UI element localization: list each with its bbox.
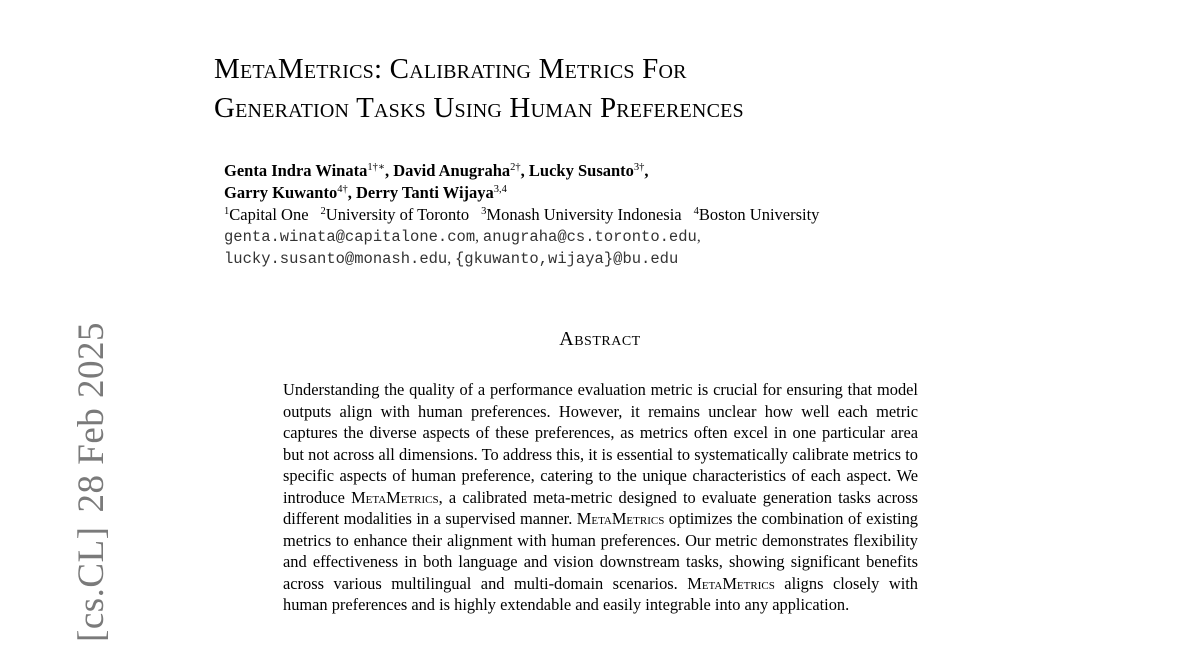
email-line-1 bbox=[224, 226, 819, 248]
affiliation-name: University of Toronto bbox=[325, 205, 470, 224]
author-separator: , bbox=[520, 161, 529, 180]
method-name: MetaMetrics bbox=[351, 487, 439, 507]
author-name: Garry Kuwanto bbox=[224, 183, 338, 202]
email-separator: , bbox=[475, 228, 483, 245]
email-address[interactable]: anugraha@cs.toronto.edu bbox=[482, 228, 697, 246]
author-separator: , bbox=[384, 161, 394, 180]
author-names-line-1 bbox=[224, 160, 819, 182]
affiliation-name: Capital One bbox=[229, 205, 309, 224]
abstract-text: aligns closely with human preferences and is highly extendable and easily integrable into any application. bbox=[283, 573, 919, 614]
author-name: Derry Tanti Wijaya bbox=[355, 183, 494, 202]
email-address-group[interactable]: {gkuwanto,wijaya} bbox=[455, 250, 614, 268]
title-line-1: MetaMetrics: Calibrating Metrics For bbox=[214, 53, 687, 85]
affiliation-number: 2 bbox=[320, 206, 326, 217]
abstract-heading: Abstract bbox=[559, 328, 641, 350]
affiliation-number: 4 bbox=[693, 206, 699, 217]
affiliations bbox=[224, 204, 819, 226]
author-name: Lucky Susanto bbox=[528, 161, 634, 180]
affiliation-number: 3 bbox=[481, 206, 487, 217]
author-marks: 3† bbox=[633, 162, 645, 173]
abstract-text: optimizes the combination of existing metrics to enhance their alignment with human preferences. Our metric demonstrates flexibility and effectiveness in both language and vision downstream tasks, showing significant benefits across various multilingual and multi-domain scenarios. bbox=[283, 509, 918, 593]
affiliation-name: Boston University bbox=[698, 205, 820, 224]
author-marks: 2† bbox=[510, 162, 521, 173]
author-marks: 4† bbox=[337, 184, 348, 195]
arxiv-category: [cs.CL] bbox=[71, 526, 112, 642]
author-block bbox=[224, 160, 819, 270]
arxiv-date: 28 Feb 2025 bbox=[71, 322, 112, 513]
author-marks: 3,4 bbox=[493, 184, 507, 195]
paper-title bbox=[214, 50, 744, 128]
email-address[interactable]: genta.winata@capitalone.com bbox=[224, 228, 476, 246]
author-names-line-2 bbox=[224, 182, 819, 204]
affiliation-number: 1 bbox=[224, 206, 230, 217]
abstract-body bbox=[283, 379, 918, 616]
author-name: David Anugraha bbox=[393, 161, 511, 180]
email-separator: , bbox=[696, 228, 701, 245]
email-line-2 bbox=[224, 248, 819, 270]
author-separator: , bbox=[644, 161, 649, 180]
email-address[interactable]: lucky.susanto@monash.edu bbox=[224, 250, 448, 268]
author-separator: , bbox=[347, 183, 356, 202]
method-name: MetaMetrics bbox=[687, 573, 775, 593]
abstract-text: Understanding the quality of a performance evaluation metric is crucial for ensuring that model outputs align with human preferences. However, it remains unclear how well each metric captures the diverse aspects of these preferences, as metrics often excel in one particular area but not across all dimensions. To address this, it is essential to systematically calibrate metrics to specific aspects of human preference, catering to the unique characteristics of each aspect. We introduce bbox=[283, 380, 918, 507]
affiliation-name: Monash University Indonesia bbox=[486, 205, 682, 224]
title-line-2: Generation Tasks Using Human Preferences bbox=[214, 92, 744, 124]
arxiv-side-stamp bbox=[72, 322, 112, 642]
author-marks: 1†∗ bbox=[367, 162, 385, 173]
abstract-text: , a calibrated meta-metric designed to evaluate generation tasks across different modalities in a supervised manner. bbox=[283, 487, 919, 528]
email-separator: , bbox=[447, 250, 455, 267]
method-name: MetaMetrics bbox=[576, 509, 665, 528]
author-name: Genta Indra Winata bbox=[224, 161, 368, 180]
email-domain[interactable]: @bu.edu bbox=[613, 250, 679, 268]
